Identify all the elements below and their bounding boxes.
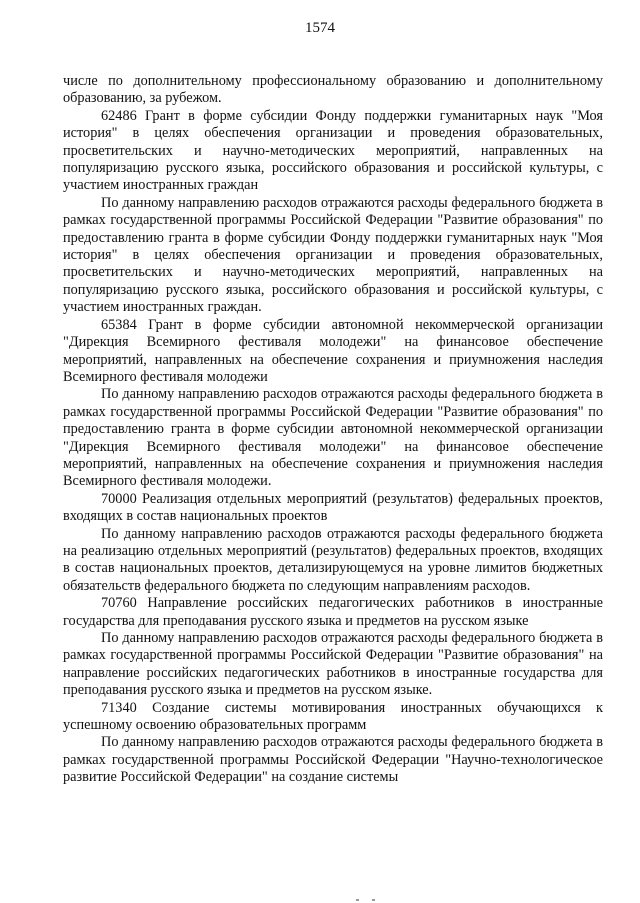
paragraph-70000-description: По данному направлению расходов отражаются расходы федерального бюджета на реализацию отдельных мероприятий (результатов) федеральных проектов, входящих в состав национальных проектов, детализирующемуся на уровне лимитов бюджетных обязательств федерального бюджета по следующим направлениям расходов. xyxy=(63,525,603,594)
paragraph-70000-heading: 70000 Реализация отдельных мероприятий (результатов) федеральных проектов, входящих в состав национальных проектов xyxy=(63,490,603,525)
paragraph-62486-description: По данному направлению расходов отражаются расходы федерального бюджета в рамках государственной программы Российской Федерации "Развитие образования" по предоставлению гранта в форме субсидии Фонду поддержки гуманитарных наук "Моя история" в целях обеспечения организации и проведения образовательных, просветительских и научно-методических мероприятий, направленных на популяризацию русского языка, российского образования и российской культуры, с участием иностранных граждан. xyxy=(63,194,603,316)
scan-artifact xyxy=(372,899,375,901)
paragraph-62486-heading: 62486 Грант в форме субсидии Фонду поддержки гуманитарных наук "Моя история" в целях обеспечения организации и проведения образовательных, просветительских и научно-методических мероприятий, направленных на популяризацию русского языка, российского образования и российской культуры, с участием иностранных граждан xyxy=(63,107,603,194)
document-body xyxy=(63,73,603,787)
scan-artifact xyxy=(356,899,359,901)
paragraph-65384-description: По данному направлению расходов отражаются расходы федерального бюджета в рамках государственной программы Российской Федерации "Развитие образования" по предоставлению гранта в форме субсидии автономной некоммерческой организации "Дирекция Всемирного фестиваля молодежи" на финансовое обеспечение мероприятий, направленных на обеспечение сохранения и приумножения наследия Всемирного фестиваля молодежи. xyxy=(63,386,603,490)
paragraph-65384-heading: 65384 Грант в форме субсидии автономной некоммерческой организации "Дирекция Всемирного фестиваля молодежи" на финансовое обеспечение мероприятий, направленных на обеспечение сохранения и приумножения наследия Всемирного фестиваля молодежи xyxy=(63,316,603,385)
page-number: 1574 xyxy=(305,20,335,36)
paragraph-70760-description: По данному направлению расходов отражаются расходы федерального бюджета в рамках государственной программы Российской Федерации "Развитие образования" на направление российских педагогических работников в иностранные государства для преподавания русского языка и предметов на русском языке. xyxy=(63,630,603,699)
paragraph-70760-heading: 70760 Направление российских педагогических работников в иностранные государства для преподавания русского языка и предметов на русском языке xyxy=(63,595,603,629)
paragraph-continuation: числе по дополнительному профессиональному образованию и дополнительному образованию, за рубежом. xyxy=(63,73,603,107)
paragraph-71340-heading: 71340 Создание системы мотивирования иностранных обучающихся к успешному освоению образовательных программ xyxy=(63,699,603,734)
paragraph-71340-description: По данному направлению расходов отражаются расходы федерального бюджета в рамках государственной программы Российской Федерации "Научно-технологическое развитие Российской Федерации" на создание системы xyxy=(63,734,603,786)
